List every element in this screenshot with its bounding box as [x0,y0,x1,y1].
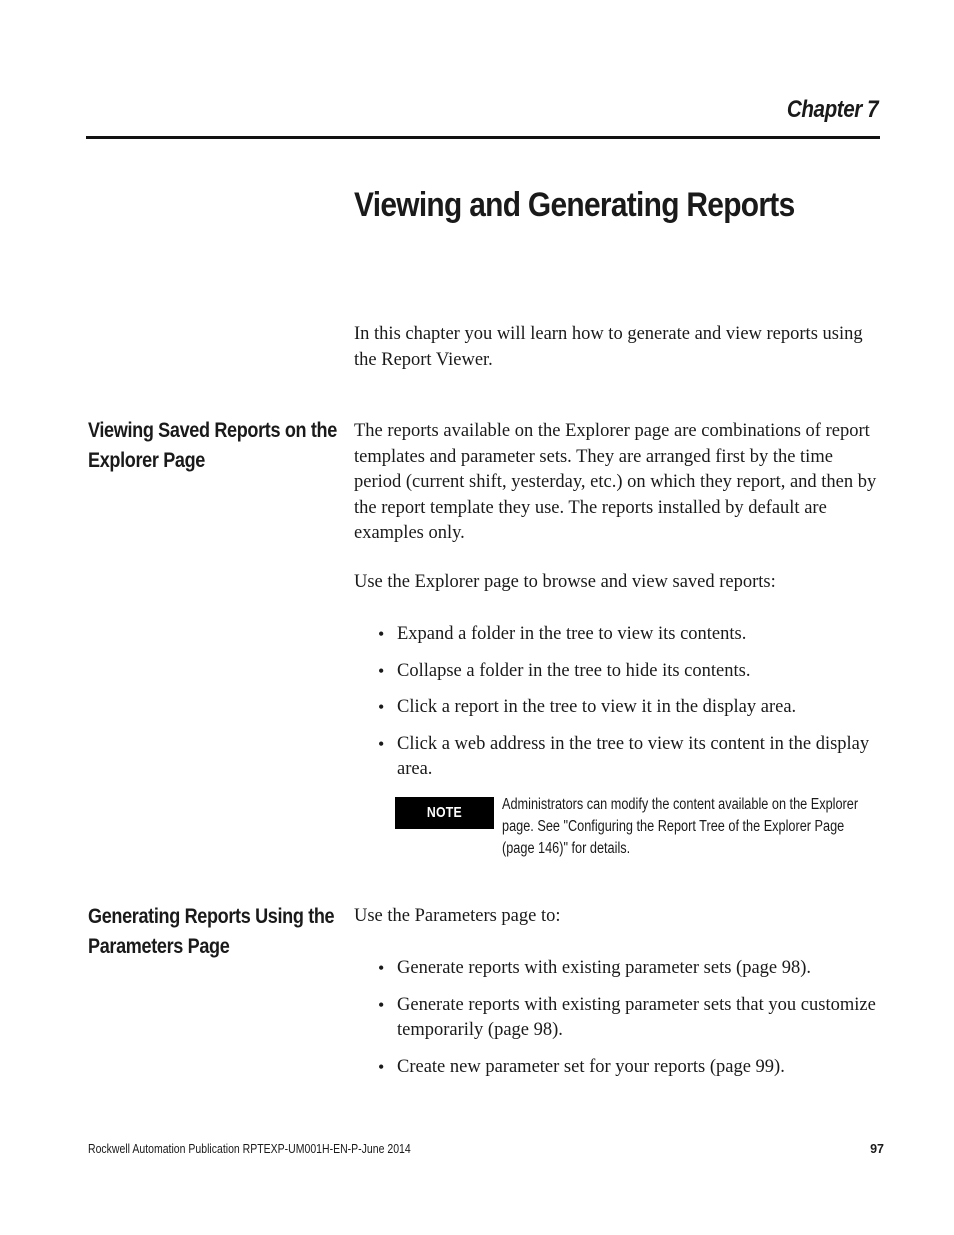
list-item: • Generate reports with existing parameter sets that you customize temporarily (page 98). [378,993,878,1044]
chapter-label: Chapter 7 [786,96,878,123]
footer-publication: Rockwell Automation Publication RPTEXP-UM001H-EN-P-June 2014 [88,1142,411,1156]
section-heading-viewing: Viewing Saved Reports on the Explorer Page [88,419,337,472]
intro-paragraph: In this chapter you will learn how to generate and view reports using the Report Viewer. [354,324,863,370]
list-item: • Create new parameter set for your reports (page 99). [378,1055,878,1081]
page-title: Viewing and Generating Reports [354,186,795,224]
list-item: • Generate reports with existing parameter sets (page 98). [378,956,878,982]
list-item: • Click a report in the tree to view it in the display area. [378,695,878,721]
note-text: Administrators can modify the content available on the Explorer page. See "Configuring the Report Tree of the Explorer Page (page 146)" for details. [502,796,859,857]
list-item: • Collapse a folder in the tree to hide its contents. [378,659,878,685]
chapter-rule [86,136,880,139]
section1-paragraph: The reports available on the Explorer page are combinations of report templates and parameter sets. They are arranged first by the time period (current shift, yesterday, etc.) on which they report, and then by the report template they use. The reports installed by default are examples only. [354,421,877,543]
section1-lead: Use the Explorer page to browse and view saved reports: [354,572,776,592]
section2-lead: Use the Parameters page to: [354,906,561,926]
list-item: • Click a web address in the tree to view its content in the display area. [378,732,878,783]
section1-bullet-list [378,622,878,794]
section-heading-generating: Generating Reports Using the Parameters Page [88,905,335,958]
note-badge: NOTE [395,797,494,829]
list-item: • Expand a folder in the tree to view its contents. [378,622,878,648]
section2-bullet-list [378,956,878,1091]
page-number: 97 [870,1142,884,1156]
